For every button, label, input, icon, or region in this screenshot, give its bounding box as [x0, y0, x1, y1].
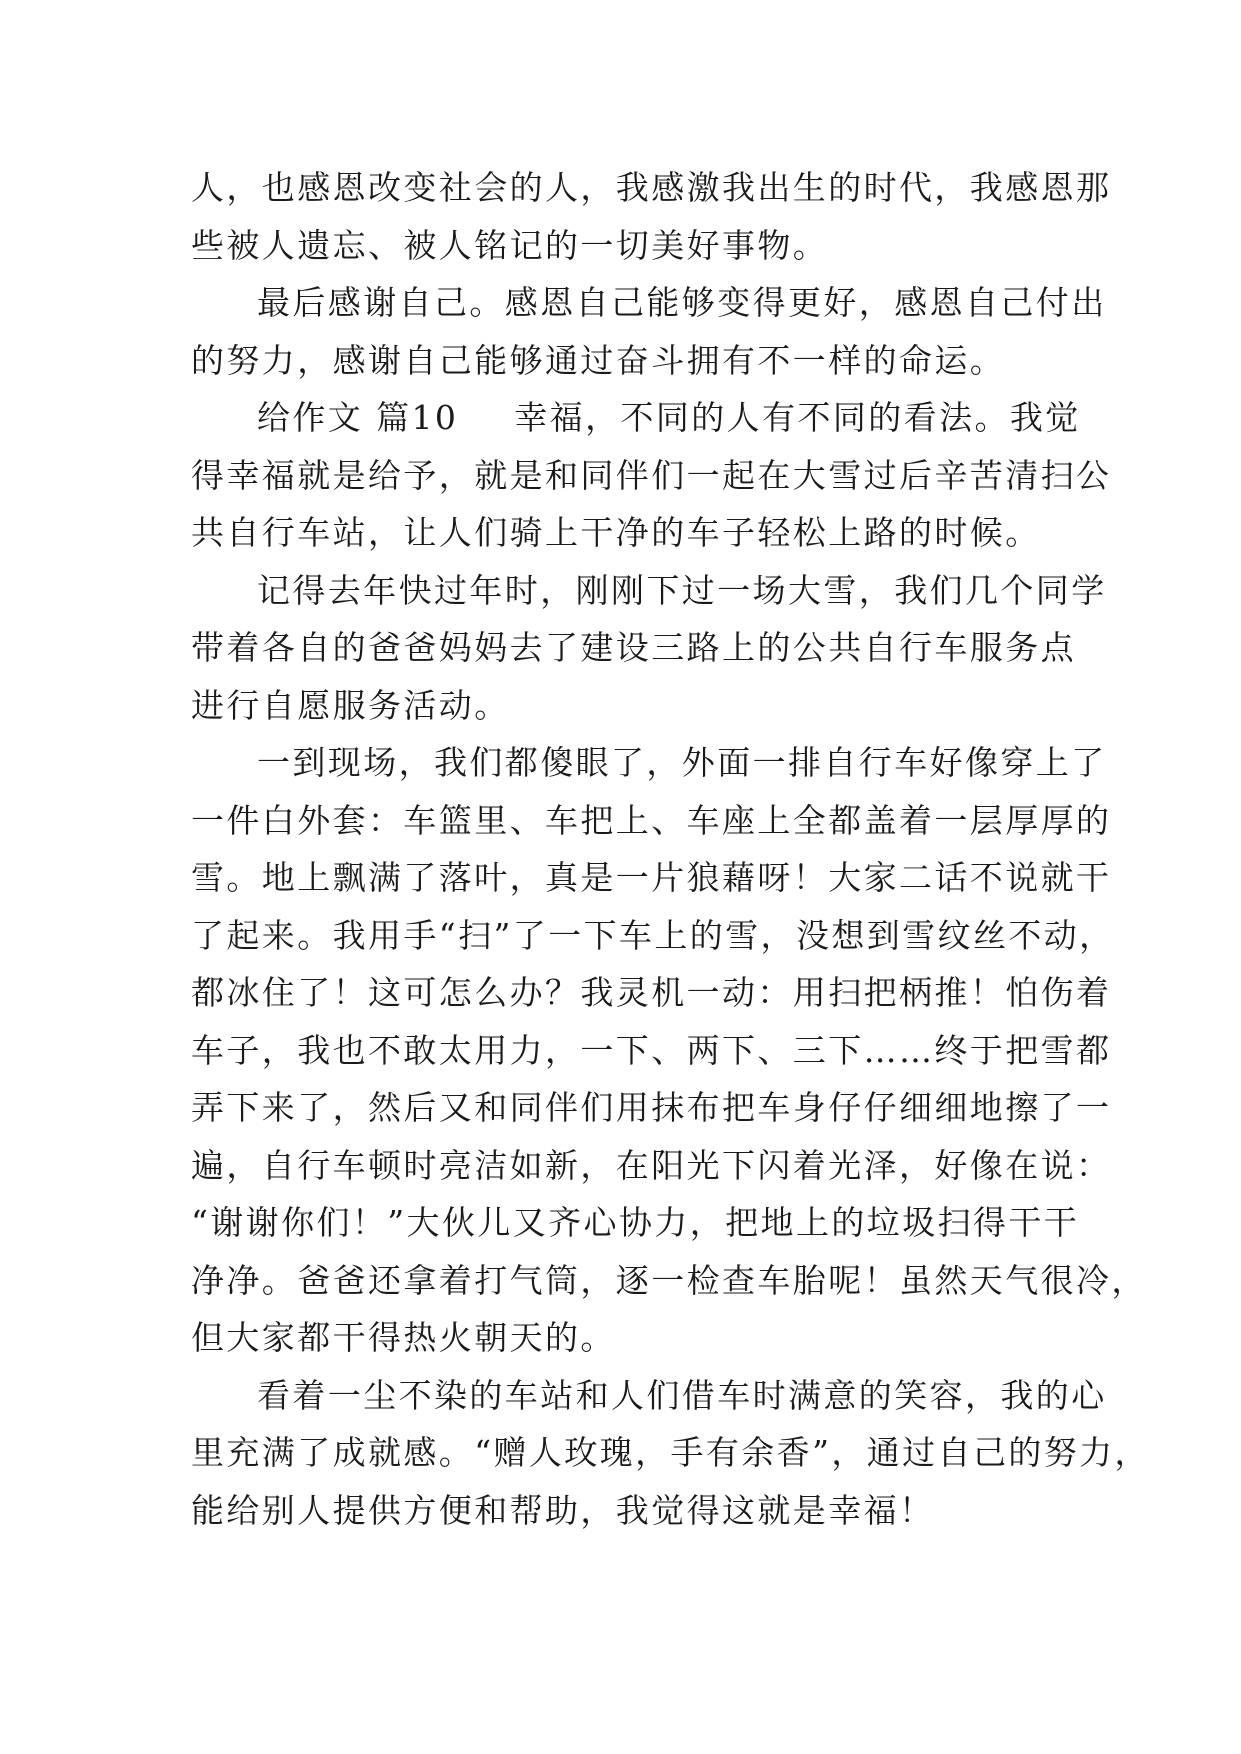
text-line: 遍，自行车顿时亮洁如新，在阳光下闪着光泽，好像在说： — [191, 1145, 1112, 1185]
text-line: 进行自愿服务活动。 — [191, 685, 510, 725]
text-line: 雪。地上飘满了落叶，真是一片狼藉呀！大家二话不说就干 — [191, 858, 1112, 897]
text-line: “谢谢你们！”大伙儿又齐心协力，把地上的垃圾扫得干干 — [191, 1203, 1080, 1242]
text-line: 得幸福就是给予，就是和同伴们一起在大雪过后辛苦清扫公 — [191, 455, 1112, 495]
text-line: 里充满了成就感。“赠人玫瑰，手有余香”，通过自己的努力， — [191, 1433, 1150, 1472]
text-line: 了起来。我用手“扫”了一下车上的雪，没想到雪纹丝不动， — [191, 915, 1115, 955]
text-line: 记得去年快过年时，刚刚下过一场大雪，我们几个同学 — [257, 570, 1107, 610]
paragraph-1 — [191, 159, 1112, 274]
text-line: 净净。爸爸还拿着打气筒，逐一检查车胎呢！虽然天气很冷， — [191, 1260, 1147, 1300]
text-line: 能给别人提供方便和帮助，我觉得这就是幸福！ — [191, 1490, 935, 1530]
text-line: 最后感谢自己。感恩自己能够变得更好，感恩自己付出 — [257, 283, 1107, 322]
text-line: 些被人遗忘、被人铭记的一切美好事物。 — [191, 225, 829, 265]
paragraph-5 — [191, 734, 1147, 1367]
text-line: 带着各自的爸爸妈妈去了建设三路上的公共自行车服务点 — [191, 628, 1076, 667]
text-line: 的努力，感谢自己能够通过奋斗拥有不一样的命运。 — [191, 340, 1006, 380]
text-line: 弄下来了，然后又和同伴们用抹布把车身仔仔细细地擦了一 — [191, 1088, 1112, 1127]
text-line: 一件白外套：车篮里、车把上、车座上全都盖着一层厚厚的 — [191, 800, 1112, 840]
text-line: 都冰住了！这可怎么办？我灵机一动：用扫把柄推！怕伤着 — [191, 973, 1112, 1012]
paragraph-2 — [191, 274, 1107, 389]
text-line — [191, 389, 1081, 447]
text-line: 车子，我也不敢太用力，一下、两下、三下……终于把雪都 — [191, 1030, 1112, 1070]
text-line-content: 幸福，不同的人有不同的看法。我觉 — [514, 398, 1081, 437]
text-line: 人，也感恩改变社会的人，我感激我出生的时代，我感恩那 — [191, 168, 1112, 207]
document-body — [191, 159, 1150, 1539]
paragraph-6 — [191, 1367, 1150, 1540]
text-line: 看着一尘不染的车站和人们借车时满意的笑容，我的心 — [257, 1375, 1107, 1415]
text-line: 一到现场，我们都傻眼了，外面一排自行车好像穿上了 — [257, 743, 1107, 782]
text-line: 但大家都干得热火朝天的。 — [191, 1318, 616, 1357]
paragraph-4 — [191, 562, 1107, 735]
text-line: 共自行车站，让人们骑上干净的车子轻松上路的时候。 — [191, 513, 1041, 552]
paragraph-3 — [191, 389, 1112, 562]
section-heading: 给作文 篇10 — [257, 398, 459, 437]
